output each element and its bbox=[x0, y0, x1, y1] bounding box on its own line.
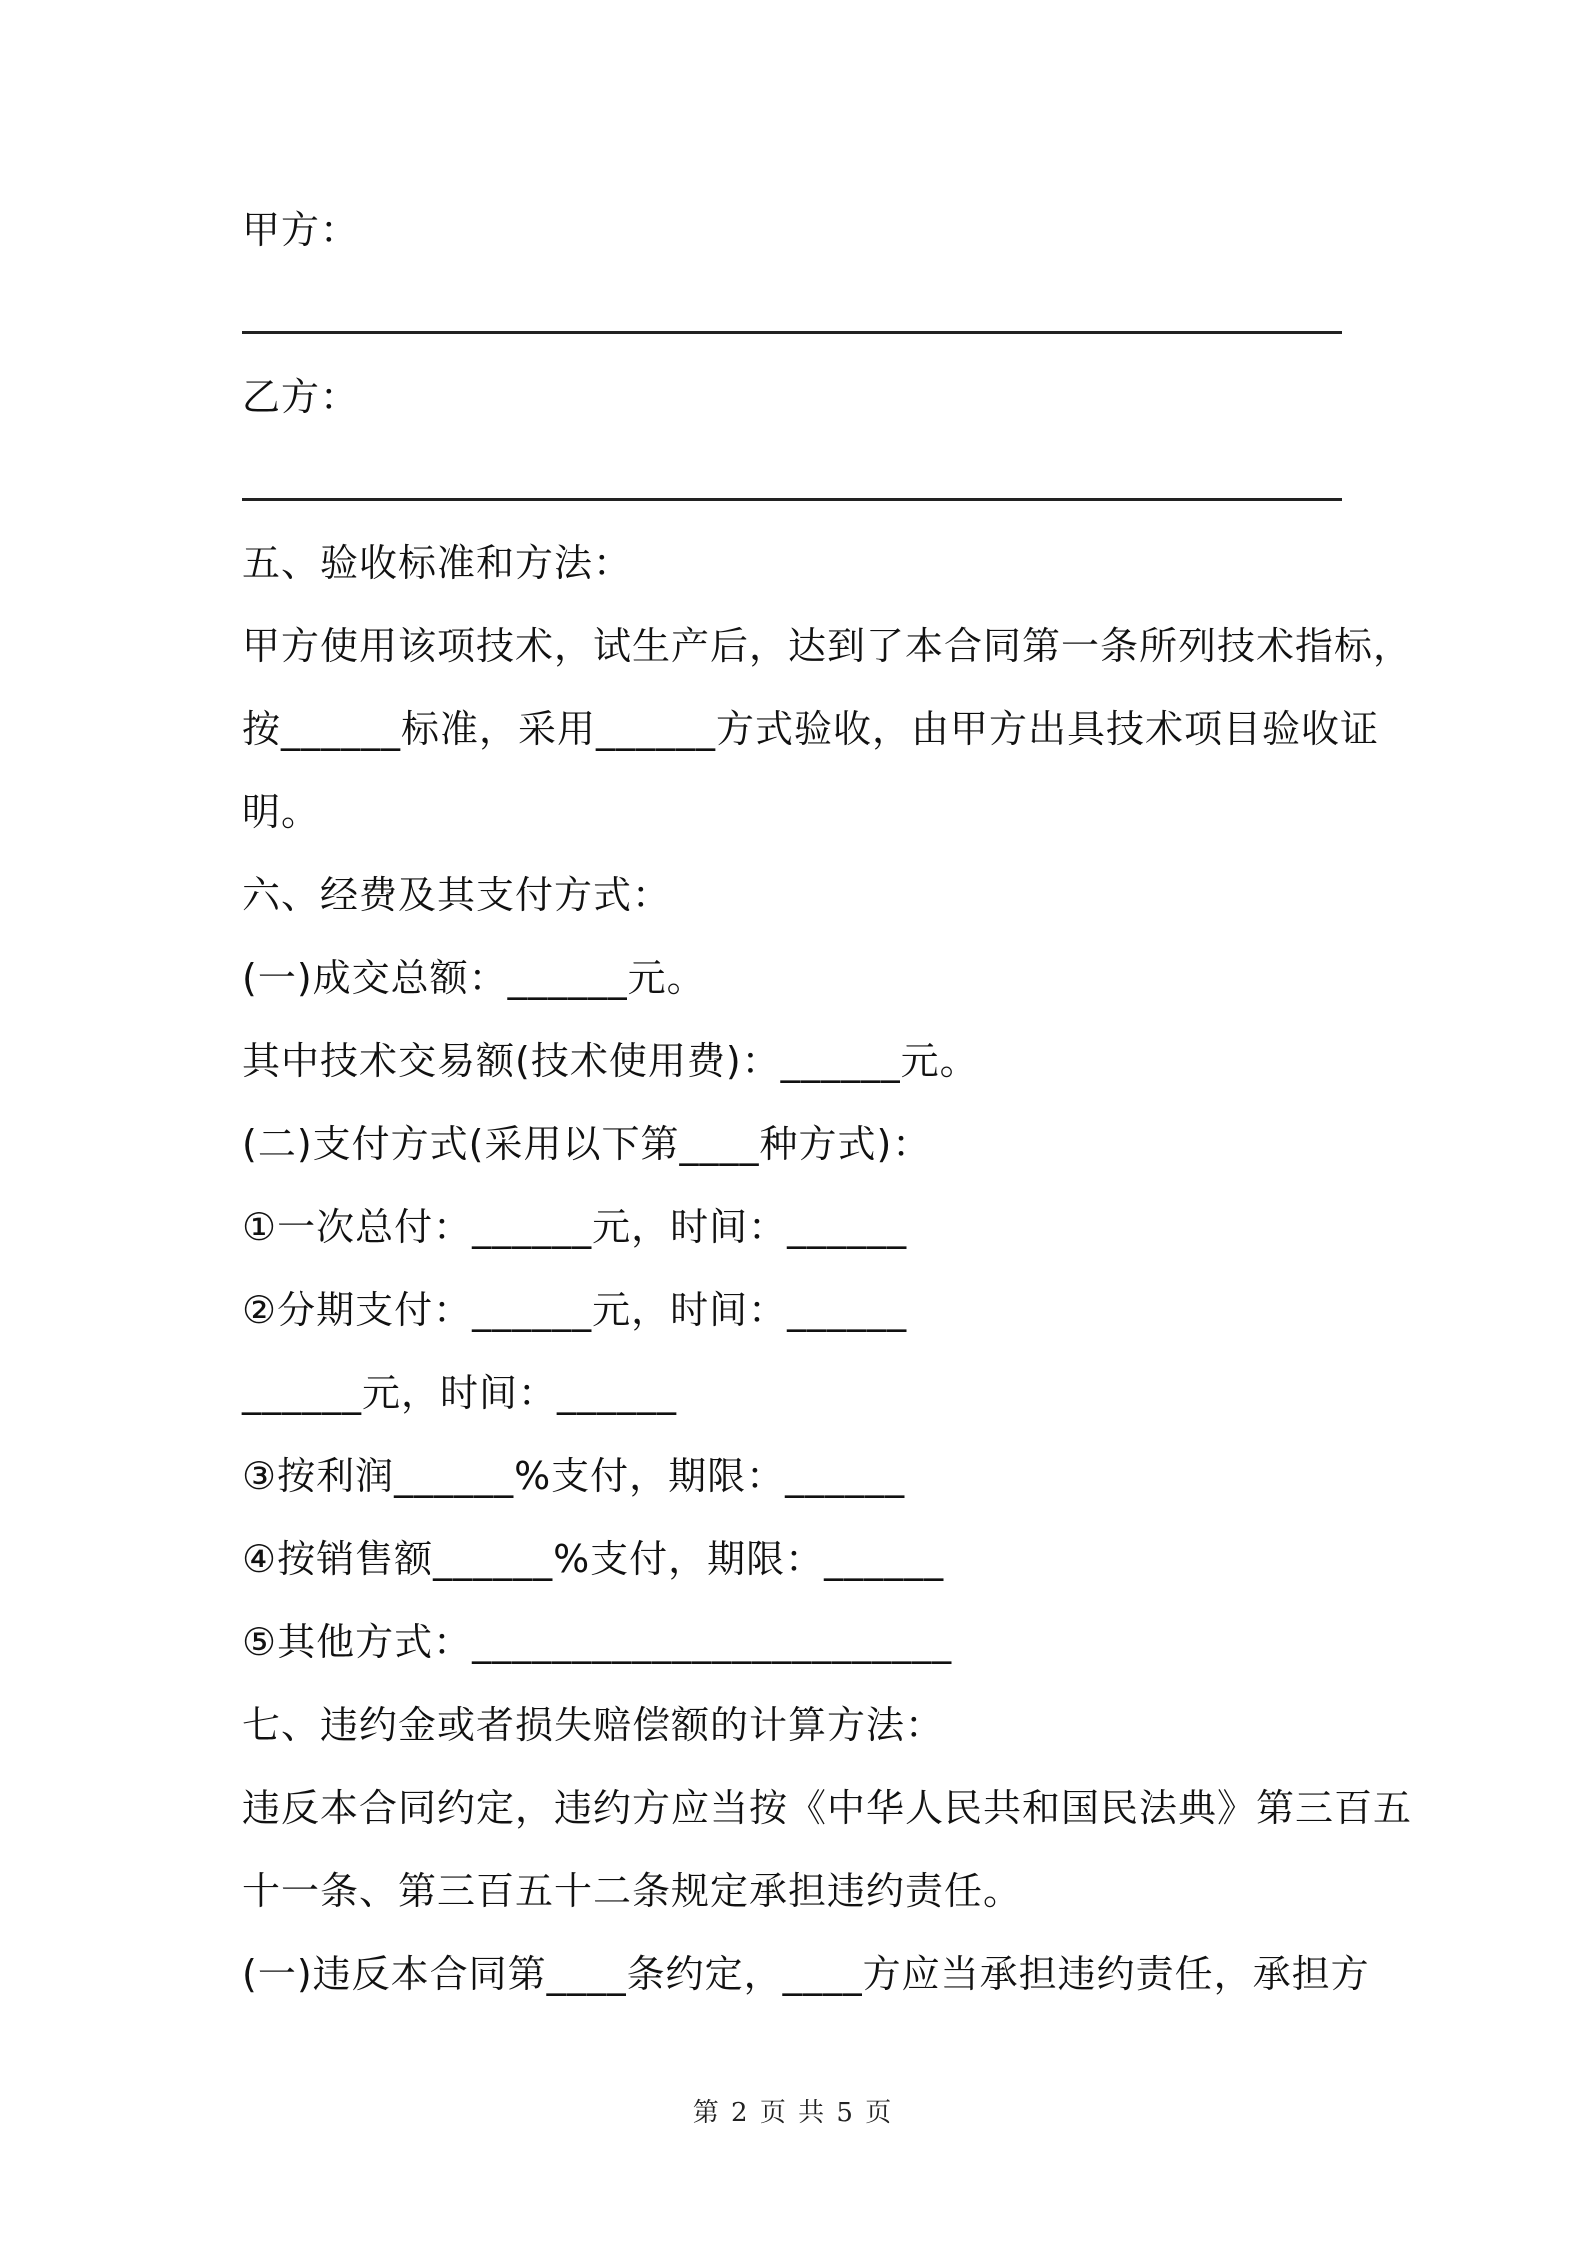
list-item: ④按销售额______%支付，期限：______ bbox=[242, 1537, 945, 1581]
paragraph-line: (一)成交总额：______元。 bbox=[242, 956, 706, 1000]
list-item: ______元，时间：______ bbox=[242, 1371, 678, 1415]
list-item: ②分期支付：______元，时间：______ bbox=[242, 1288, 908, 1332]
party-a-signature-line bbox=[242, 331, 1342, 334]
paragraph-line: 按______标准，采用______方式验收，由甲方出具技术项目验收证 bbox=[242, 707, 1380, 751]
paragraph-line: 其中技术交易额(技术使用费)：______元。 bbox=[242, 1039, 979, 1083]
paragraph-line: 违反本合同约定，违约方应当按《中华人民共和国民法典》第三百五 bbox=[242, 1786, 1413, 1830]
party-b-label: 乙方： bbox=[242, 375, 360, 419]
paragraph-line: (一)违反本合同第____条约定，____方应当承担违约责任，承担方 bbox=[242, 1952, 1370, 1996]
paragraph-line: 十一条、第三百五十二条规定承担违约责任。 bbox=[242, 1869, 1023, 1913]
list-item: ③按利润______%支付，期限：______ bbox=[242, 1454, 906, 1498]
party-b-signature-line bbox=[242, 498, 1342, 501]
section-seven-heading: 七、违约金或者损失赔偿额的计算方法： bbox=[242, 1703, 945, 1747]
paragraph-line: (二)支付方式(采用以下第____种方式)： bbox=[242, 1122, 932, 1166]
party-a-label: 甲方： bbox=[242, 208, 360, 252]
section-six-heading: 六、经费及其支付方式： bbox=[242, 873, 672, 917]
paragraph-line: 明。 bbox=[242, 790, 321, 834]
section-five-heading: 五、验收标准和方法： bbox=[242, 541, 633, 585]
list-item: ①一次总付：______元，时间：______ bbox=[242, 1205, 908, 1249]
paragraph-line: 甲方使用该项技术，试生产后，达到了本合同第一条所列技术指标， bbox=[242, 624, 1413, 668]
page-number-footer: 第 2 页 共 5 页 bbox=[692, 2098, 894, 2128]
list-item: ⑤其他方式：________________________ bbox=[242, 1620, 953, 1664]
